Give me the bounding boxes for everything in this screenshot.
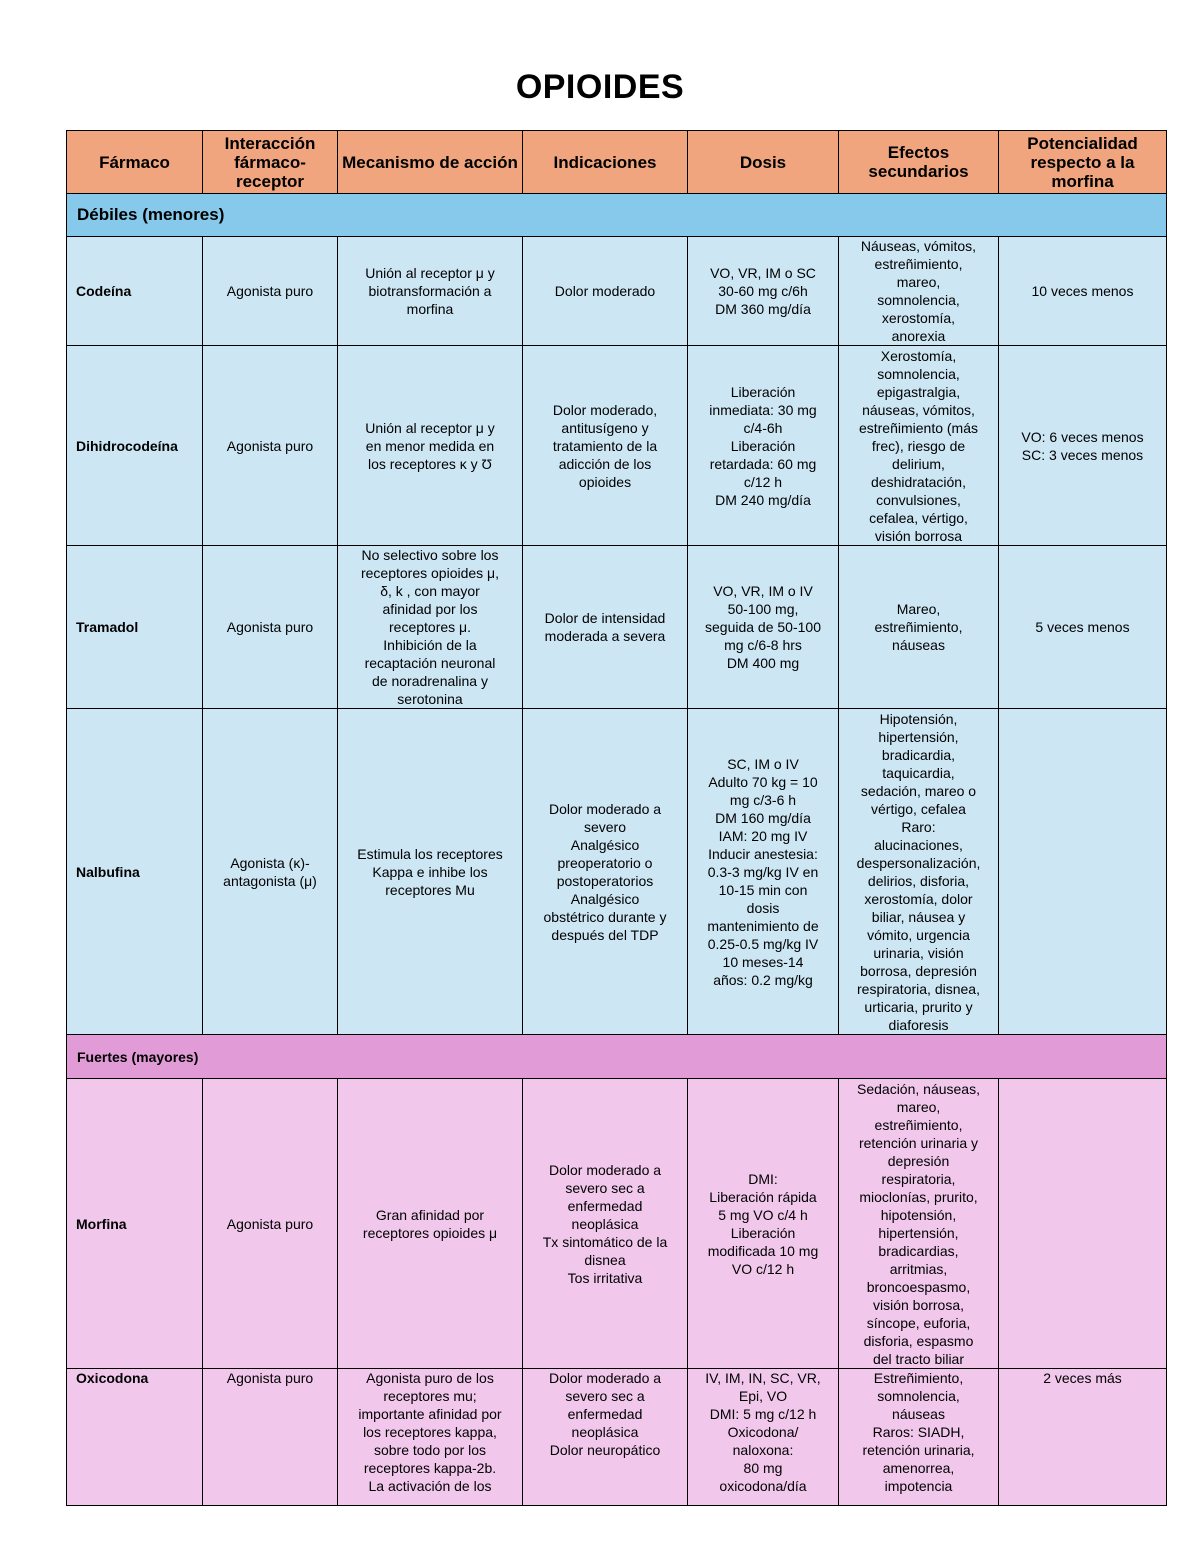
indications-cell: Dolor de intensidad moderada a severa — [523, 546, 688, 709]
mechanism-cell: No selectivo sobre los receptores opioides μ, δ, k , con mayor afinidad por los receptores μ. Inhibición de la recaptación neuronal de noradrenalina y serotonina — [338, 546, 523, 709]
mechanism-cell: Unión al receptor μ y biotransformación a morfina — [338, 237, 523, 346]
indications-cell: Dolor moderado a severo Analgésico preoperatorio o postoperatorios Analgésico obstétrico durante y después del TDP — [523, 709, 688, 1035]
indications-cell: Dolor moderado — [523, 237, 688, 346]
page-title: OPIOIDES — [515, 68, 685, 106]
group-row-strong — [67, 1035, 1167, 1079]
interaction-cell: Agonista puro — [203, 1369, 338, 1506]
potency-cell — [999, 709, 1167, 1035]
header-dose: Dosis — [688, 131, 839, 194]
indications-cell: Dolor moderado, antitusígeno y tratamiento de la adicción de los opioides — [523, 346, 688, 546]
group-label-strong: Fuertes (mayores) — [67, 1035, 1167, 1079]
side-effects-cell: Mareo, estreñimiento, náuseas — [839, 546, 999, 709]
potency-cell: 5 veces menos — [999, 546, 1167, 709]
table-row-oxicodona — [67, 1369, 1167, 1506]
side-effects-cell: Náuseas, vómitos, estreñimiento, mareo, somnolencia, xerostomía, anorexia — [839, 237, 999, 346]
dose-cell: IV, IM, IN, SC, VR, Epi, VO DMI: 5 mg c/12 h Oxicodona/ naloxona: 80 mg oxicodona/día — [688, 1369, 839, 1506]
side-effects-cell: Estreñimiento, somnolencia, náuseas Raros: SIADH, retención urinaria, amenorrea, impotencia — [839, 1369, 999, 1506]
drug-name: Nalbufina — [67, 709, 203, 1035]
dose-cell: DMI: Liberación rápida 5 mg VO c/4 h Liberación modificada 10 mg VO c/12 h — [688, 1079, 839, 1369]
group-row-weak — [67, 194, 1167, 237]
opioids-table — [66, 130, 1167, 1506]
header-mechanism: Mecanismo de acción — [338, 131, 523, 194]
side-effects-cell: Sedación, náuseas, mareo, estreñimiento, retención urinaria y depresión respiratoria, mioclonías, prurito, hipotensión, hipertensión, bradicardias, arritmias, broncoespasmo, visión borrosa, síncope, euforia, disforia, espasmo del tracto biliar — [839, 1079, 999, 1369]
table-row-morfina — [67, 1079, 1167, 1369]
drug-name: Tramadol — [67, 546, 203, 709]
table-header-row — [67, 131, 1167, 194]
potency-cell: 2 veces más — [999, 1369, 1167, 1506]
dose-cell: VO, VR, IM o IV 50-100 mg, seguida de 50-100 mg c/6-8 hrs DM 400 mg — [688, 546, 839, 709]
mechanism-cell: Estimula los receptores Kappa e inhibe los receptores Mu — [338, 709, 523, 1035]
mechanism-cell: Unión al receptor μ y en menor medida en los receptores κ y Ʊ — [338, 346, 523, 546]
mechanism-cell: Agonista puro de los receptores mu; importante afinidad por los receptores kappa, sobre todo por los receptores kappa-2b. La activación de los — [338, 1369, 523, 1506]
potency-cell: VO: 6 veces menos SC: 3 veces menos — [999, 346, 1167, 546]
interaction-cell: Agonista (κ)- antagonista (μ) — [203, 709, 338, 1035]
drug-name: Dihidrocodeína — [67, 346, 203, 546]
potency-cell — [999, 1079, 1167, 1369]
side-effects-cell: Hipotensión, hipertensión, bradicardia, taquicardia, sedación, mareo o vértigo, cefalea Raro: alucinaciones, despersonalización, delirios, disforia, xerostomía, dolor biliar, náusea y vómito, urgencia urinaria, visión borrosa, depresión respiratoria, disnea, urticaria, prurito y diaforesis — [839, 709, 999, 1035]
indications-cell: Dolor moderado a severo sec a enfermedad neoplásica Tx sintomático de la disnea Tos irritativa — [523, 1079, 688, 1369]
drug-name: Codeína — [67, 237, 203, 346]
indications-cell: Dolor moderado a severo sec a enfermedad neoplásica Dolor neuropático — [523, 1369, 688, 1506]
header-interaction: Interacción fármaco-receptor — [203, 131, 338, 194]
drug-name: Morfina — [67, 1079, 203, 1369]
header-indications: Indicaciones — [523, 131, 688, 194]
dose-cell: Liberación inmediata: 30 mg c/4-6h Liberación retardada: 60 mg c/12 h DM 240 mg/día — [688, 346, 839, 546]
header-drug: Fármaco — [67, 131, 203, 194]
table-row-codeina — [67, 237, 1167, 346]
interaction-cell: Agonista puro — [203, 346, 338, 546]
table-row-dihidrocodeina — [67, 346, 1167, 546]
table-row-tramadol — [67, 546, 1167, 709]
dose-cell: SC, IM o IV Adulto 70 kg = 10 mg c/3-6 h DM 160 mg/día IAM: 20 mg IV Inducir anestesia: 0.3-3 mg/kg IV en 10-15 min con dosis mantenimiento de 0.25-0.5 mg/kg IV 10 meses-14 años: 0.2 mg/kg — [688, 709, 839, 1035]
dose-cell: VO, VR, IM o SC 30-60 mg c/6h DM 360 mg/día — [688, 237, 839, 346]
table-row-nalbufina — [67, 709, 1167, 1035]
side-effects-cell: Xerostomía, somnolencia, epigastralgia, náuseas, vómitos, estreñimiento (más frec), riesgo de delirium, deshidratación, convulsiones, cefalea, vértigo, visión borrosa — [839, 346, 999, 546]
group-label-weak: Débiles (menores) — [67, 194, 1167, 237]
interaction-cell: Agonista puro — [203, 237, 338, 346]
header-potency: Potencialidad respecto a la morfina — [999, 131, 1167, 194]
mechanism-cell: Gran afinidad por receptores opioides μ — [338, 1079, 523, 1369]
drug-name: Oxicodona — [67, 1369, 203, 1506]
interaction-cell: Agonista puro — [203, 546, 338, 709]
interaction-cell: Agonista puro — [203, 1079, 338, 1369]
header-side-effects: Efectos secundarios — [839, 131, 999, 194]
potency-cell: 10 veces menos — [999, 237, 1167, 346]
